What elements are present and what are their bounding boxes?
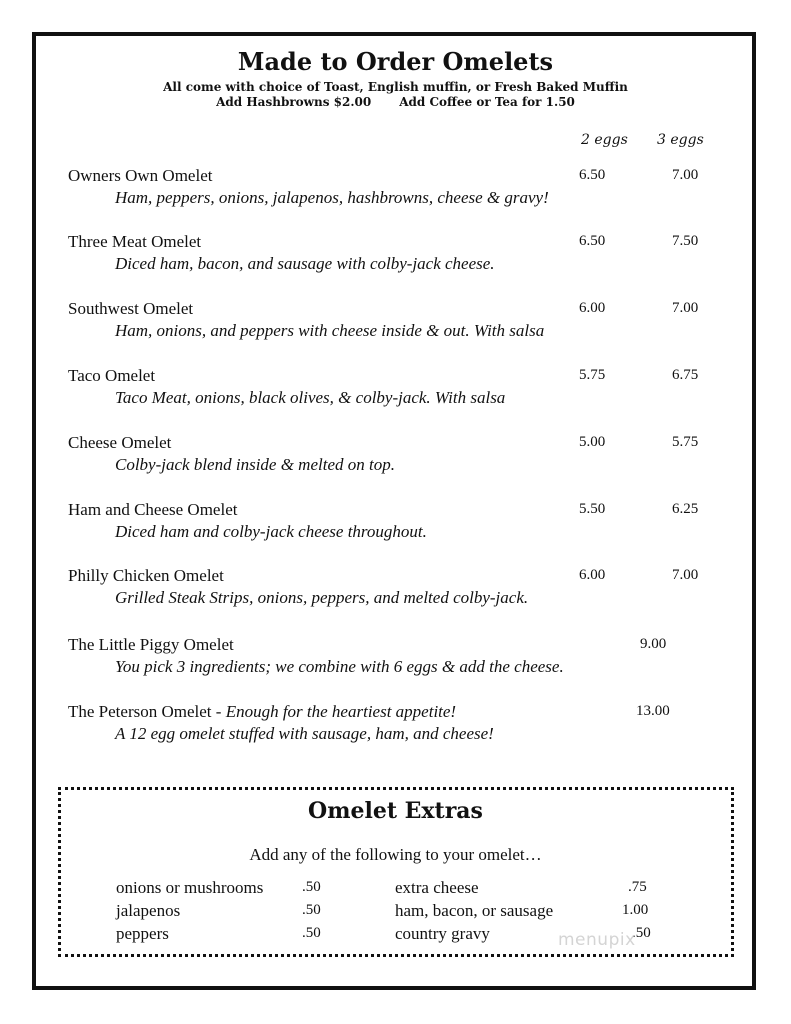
extra-price: .75: [628, 879, 647, 895]
extra-name: ham, bacon, or sausage: [395, 901, 554, 920]
extra-price: .50: [302, 879, 321, 895]
menu-item: [0, 232, 791, 282]
item-description: Colby-jack blend inside & melted on top.: [115, 455, 395, 474]
item-description: Taco Meat, onions, black olives, & colby-jack. With salsa: [115, 388, 506, 407]
item-description: Ham, peppers, onions, jalapenos, hashbrowns, cheese & gravy!: [115, 188, 549, 207]
extra-price: .50: [302, 902, 321, 918]
price-2-eggs: 6.00: [579, 300, 606, 316]
item-name: [68, 702, 456, 722]
item-description: Grilled Steak Strips, onions, peppers, and melted colby-jack.: [115, 588, 529, 607]
extras-row: [0, 901, 791, 923]
item-name: Taco Omelet: [68, 366, 156, 385]
price-3-eggs: 7.00: [672, 167, 699, 183]
extra-price: .50: [302, 925, 321, 941]
item-description: You pick 3 ingredients; we combine with 6 eggs & add the cheese.: [115, 657, 564, 676]
item-name: Southwest Omelet: [68, 299, 194, 318]
price-2-eggs: 5.75: [579, 367, 606, 383]
price-3-eggs: 7.00: [672, 567, 699, 583]
column-3-eggs: 3 eggs: [657, 132, 704, 148]
item-description: A 12 egg omelet stuffed with sausage, ham, and cheese!: [115, 724, 494, 743]
add-coffee: Add Coffee or Tea for 1.50: [399, 95, 575, 109]
extra-name: country gravy: [395, 924, 490, 943]
menu-item: [0, 433, 791, 483]
price-2-eggs: 5.00: [579, 434, 606, 450]
price-2-eggs: 6.00: [579, 567, 606, 583]
menu-title: Made to Order Omelets: [237, 47, 554, 76]
price-3-eggs: 6.25: [672, 501, 699, 517]
extra-price: 1.00: [622, 902, 649, 918]
watermark: menupix: [558, 930, 636, 950]
item-name: The Little Piggy Omelet: [68, 635, 234, 654]
item-name: Ham and Cheese Omelet: [68, 500, 238, 519]
extra-name: onions or mushrooms: [116, 878, 264, 897]
item-name: Owners Own Omelet: [68, 166, 213, 185]
column-2-eggs: 2 eggs: [581, 132, 628, 148]
menu-item: [0, 166, 791, 216]
menu-item-special: [0, 635, 791, 685]
extras-title: Omelet Extras: [308, 798, 483, 824]
price-2-eggs: 6.50: [579, 167, 606, 183]
menu-item: [0, 500, 791, 550]
item-price: 13.00: [636, 703, 670, 719]
item-description: Diced ham, bacon, and sausage with colby-jack cheese.: [115, 254, 495, 273]
menu-item-special: [0, 702, 791, 752]
menu-item: [0, 566, 791, 616]
extra-name: extra cheese: [395, 878, 479, 897]
item-price: 9.00: [640, 636, 667, 652]
extra-price: .50: [632, 925, 651, 941]
item-name: Three Meat Omelet: [68, 232, 202, 251]
item-tagline: Enough for the heartiest appetite!: [225, 702, 457, 721]
extras-row: [0, 924, 791, 946]
item-name-text: The Peterson Omelet -: [68, 702, 226, 721]
menu-addons: [0, 95, 791, 109]
extras-intro: Add any of the following to your omelet…: [249, 845, 542, 864]
price-3-eggs: 6.75: [672, 367, 699, 383]
menu-item: [0, 366, 791, 416]
price-2-eggs: 5.50: [579, 501, 606, 517]
item-description: Diced ham and colby-jack cheese throughout.: [115, 522, 427, 541]
price-3-eggs: 5.75: [672, 434, 699, 450]
price-3-eggs: 7.50: [672, 233, 699, 249]
extra-name: peppers: [116, 924, 169, 943]
price-3-eggs: 7.00: [672, 300, 699, 316]
price-2-eggs: 6.50: [579, 233, 606, 249]
item-name: Cheese Omelet: [68, 433, 172, 452]
item-description: Ham, onions, and peppers with cheese inside & out. With salsa: [115, 321, 545, 340]
add-hashbrowns: Add Hashbrowns $2.00: [216, 95, 372, 109]
item-name: Philly Chicken Omelet: [68, 566, 224, 585]
extra-name: jalapenos: [116, 901, 181, 920]
menu-subtitle: All come with choice of Toast, English muffin, or Fresh Baked Muffin: [163, 80, 628, 94]
extras-row: [0, 878, 791, 900]
menu-item: [0, 299, 791, 349]
